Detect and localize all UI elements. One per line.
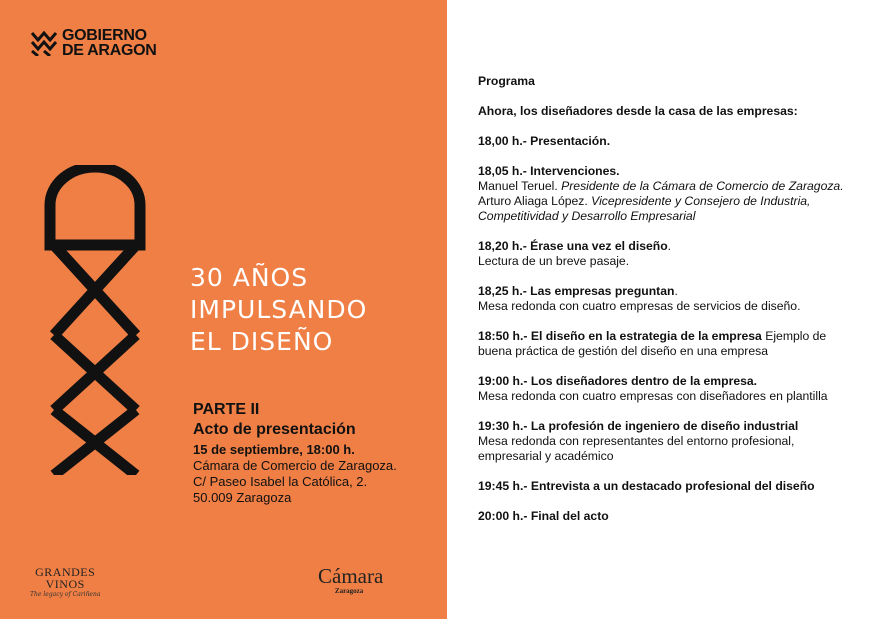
event-part: PARTE II: [193, 401, 260, 418]
title-line-3: EL DISEÑO: [190, 327, 334, 356]
grandes-line-1: GRANDES: [35, 565, 96, 579]
aragon-emblem-icon: [30, 30, 58, 56]
program-item-final: 20:00 h.- Final del acto: [478, 509, 609, 523]
grandes-line-2: VINOS: [45, 577, 85, 591]
speaker-role: Vicepresidente y Consejero de Industria,: [591, 194, 811, 208]
item-description: Mesa redonda con cuatro empresas de servicios de diseño.: [478, 299, 801, 313]
jota-symbol-icon: [40, 165, 150, 475]
title-line-2: IMPULSANDO: [190, 295, 368, 324]
item-heading-suffix: .: [667, 239, 672, 253]
event-info: [193, 400, 397, 506]
grandes-vinos-logo: [30, 566, 100, 599]
item-heading: 18:50 h.- El diseño en la estrategia de la empresa: [478, 329, 762, 343]
event-name: Acto de presentación: [193, 421, 356, 438]
speaker-role: Presidente de la Cámara de Comercio de Zaragoza.: [561, 179, 844, 193]
camara-city: Zaragoza: [334, 587, 364, 595]
event-date: 15 de septiembre, 18:00 h.: [193, 442, 355, 457]
item-heading: 18,05 h.- Intervenciones.: [478, 164, 620, 178]
event-venue: Cámara de Comercio de Zaragoza.: [193, 458, 397, 473]
camara-name: Cámara: [318, 564, 384, 588]
item-description: Mesa redonda con cuatro empresas con diseñadores en plantilla: [478, 389, 828, 403]
item-description: buena práctica de gestión del diseño en una empresa: [478, 344, 768, 358]
program-item-intervenciones: [478, 164, 878, 224]
item-description-cont: empresarial y académico: [478, 449, 614, 463]
speaker-role-cont: Competitividad y Desarrollo Empresarial: [478, 209, 696, 223]
grandes-tagline: The legacy of Cariñena: [30, 591, 101, 598]
item-description: Mesa redonda con representantes del entorno profesional,: [478, 434, 795, 448]
event-title: [190, 262, 367, 358]
program-item-disenadores-dentro: [478, 374, 878, 404]
logo-line-1: GOBIERNO: [62, 27, 147, 44]
item-heading: 19:30 h.- La profesión de ingeniero de diseño industrial: [478, 419, 799, 433]
program-list: [478, 74, 878, 524]
program-heading: Programa: [478, 74, 535, 88]
item-heading-suffix: Ejemplo de: [761, 329, 827, 343]
item-heading: 18,20 h.- Érase una vez el diseño: [478, 239, 668, 253]
event-city: 50.009 Zaragoza: [193, 490, 292, 505]
program-item-empresas-preguntan: [478, 284, 878, 314]
program-item-presentacion: 18,00 h.- Presentación.: [478, 134, 611, 148]
program-item-estrategia: [478, 329, 878, 359]
speaker-name: Manuel Teruel.: [478, 179, 562, 193]
item-heading: 19:00 h.- Los diseñadores dentro de la empresa.: [478, 374, 758, 388]
program-item-ingeniero: [478, 419, 878, 464]
item-heading-suffix: .: [674, 284, 678, 298]
item-heading: 18,25 h.- Las empresas preguntan: [478, 284, 675, 298]
event-street: C/ Paseo Isabel la Católica, 2.: [193, 474, 368, 489]
logo-line-2: DE ARAGON: [62, 42, 157, 59]
program-intro: Ahora, los diseñadores desde la casa de las empresas:: [478, 104, 798, 118]
camara-logo: [318, 565, 383, 596]
program-item-erase: [478, 239, 878, 269]
title-line-1: 30 AÑOS: [190, 263, 309, 292]
speaker-name: Arturo Aliaga López.: [478, 194, 592, 208]
gobierno-de-aragon-logo: [30, 28, 157, 58]
item-description: Lectura de un breve pasaje.: [478, 254, 630, 268]
program-item-entrevista: 19:45 h.- Entrevista a un destacado profesional del diseño: [478, 479, 815, 493]
